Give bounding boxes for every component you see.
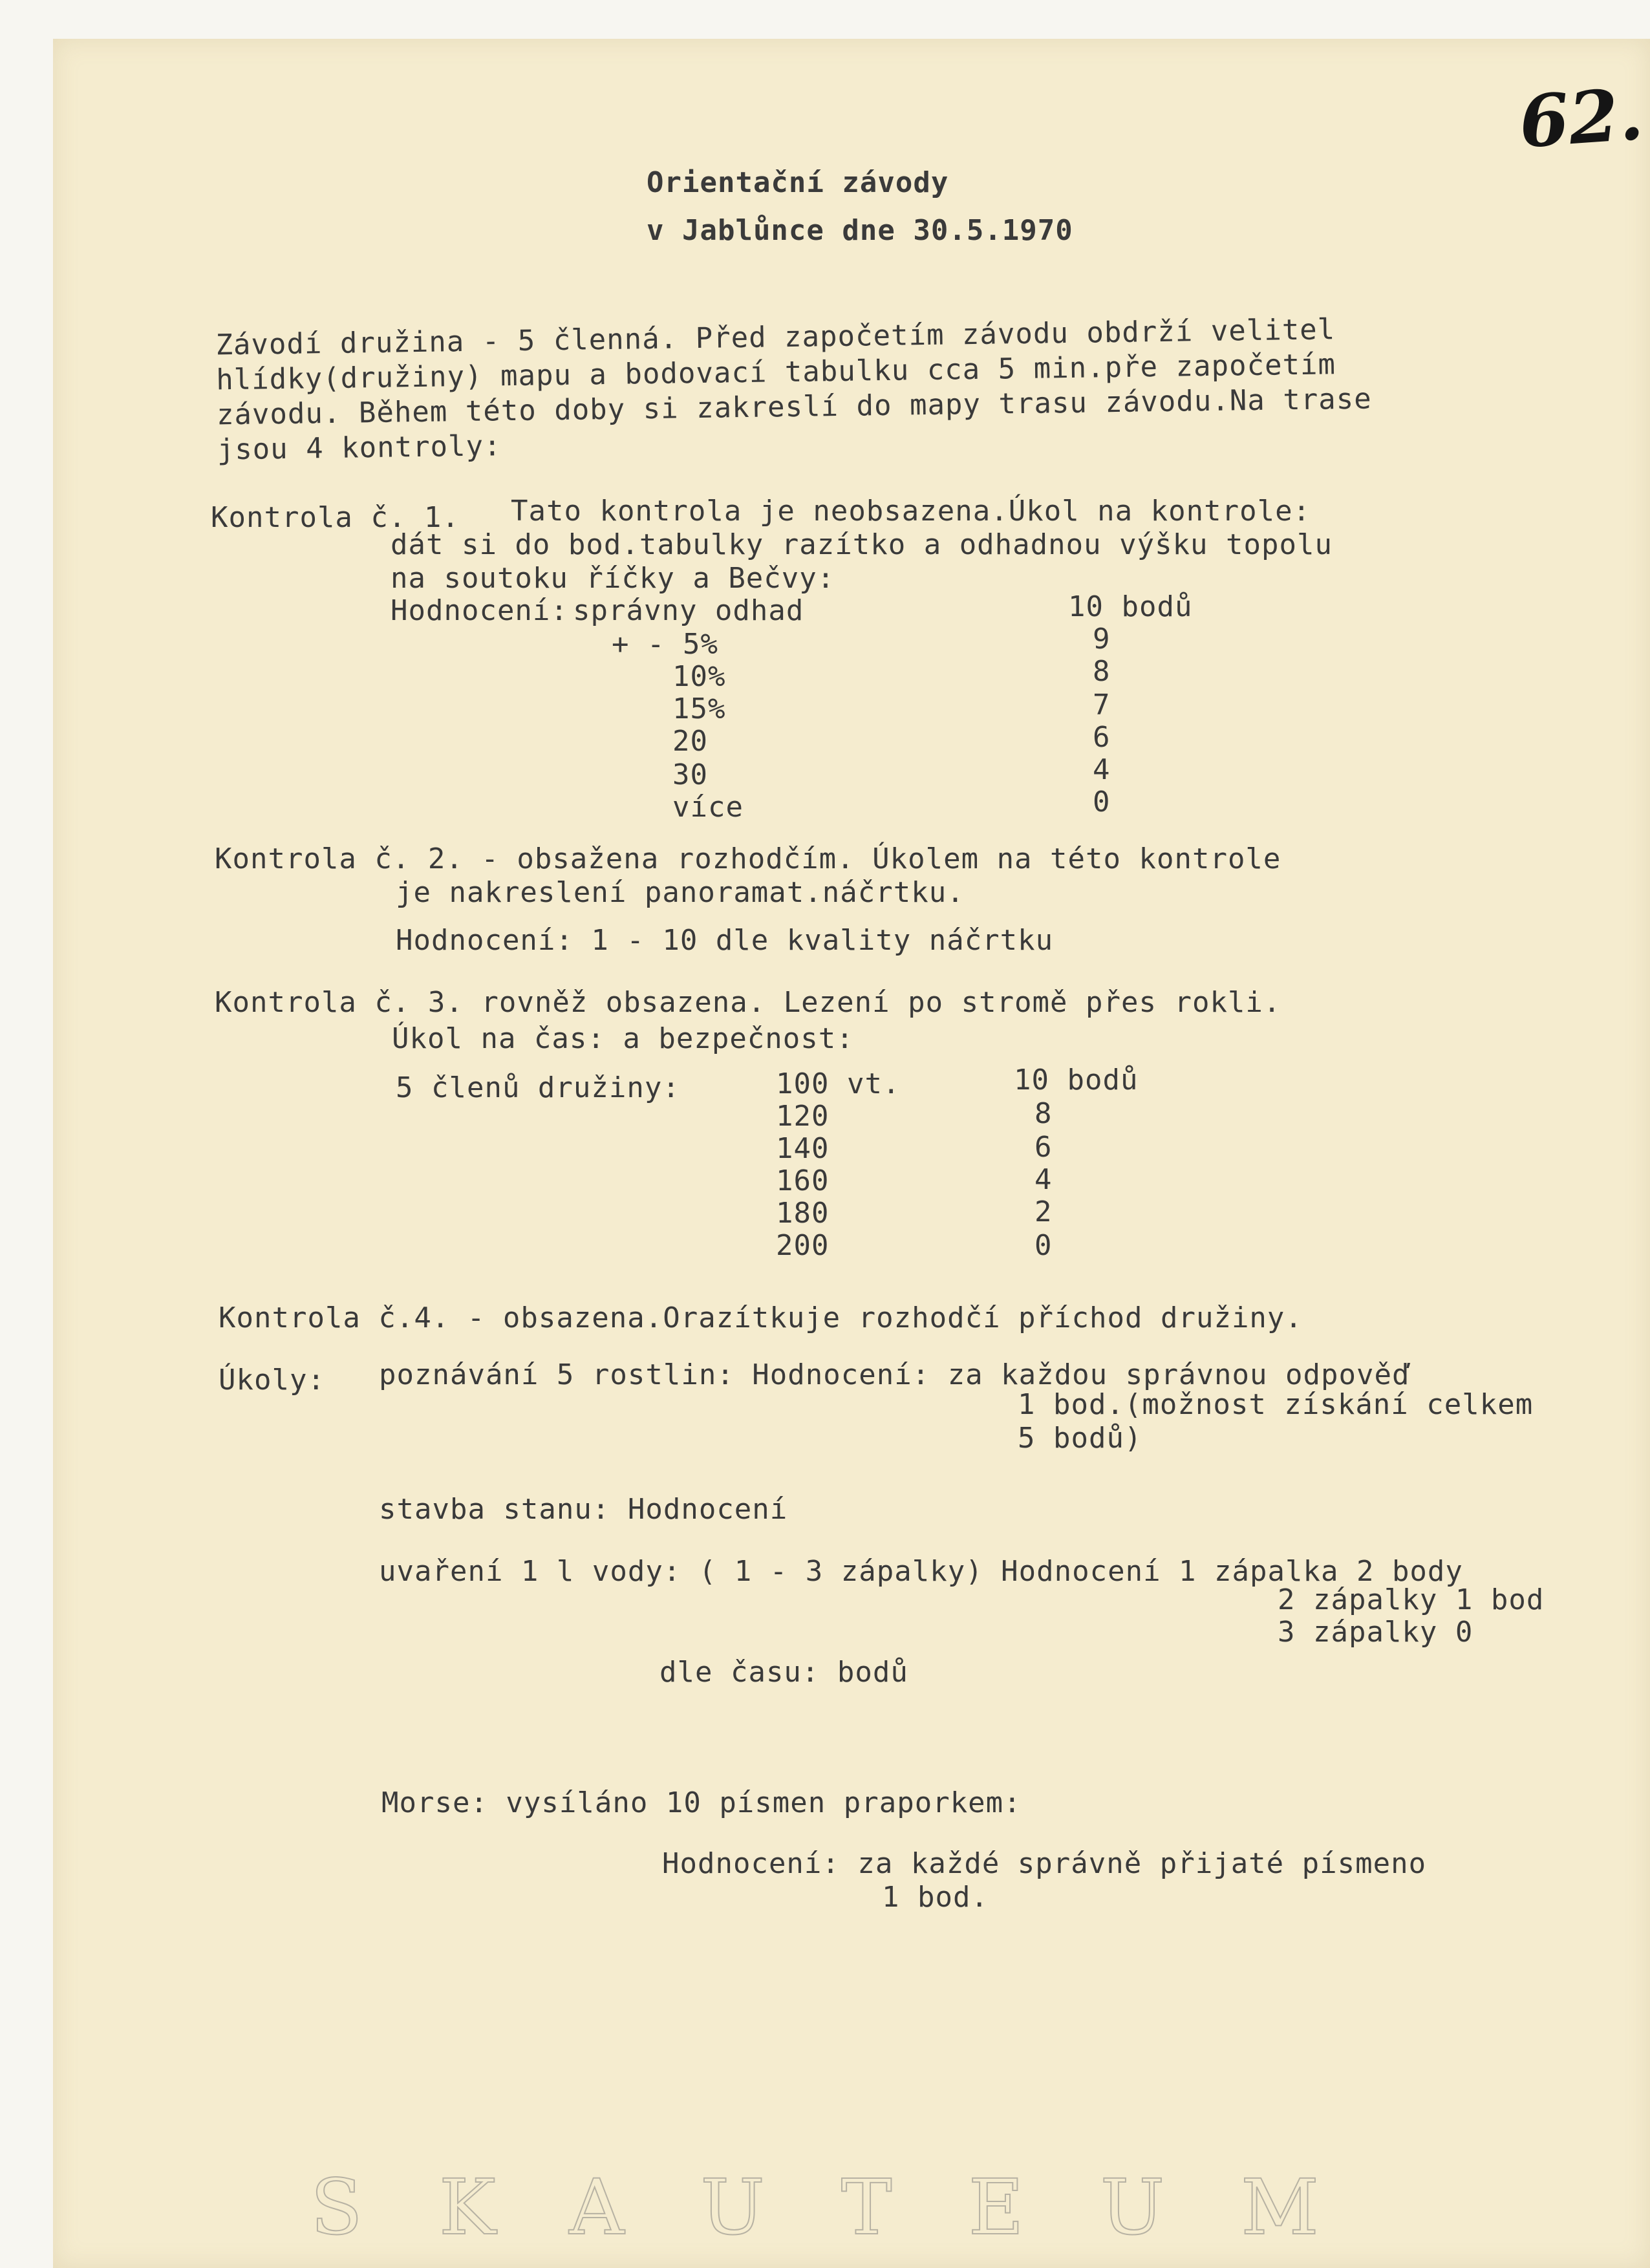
control-3-points: 8 — [1034, 1097, 1053, 1130]
control-3-time: 180 — [776, 1197, 830, 1230]
control-1-condition: + - 5% — [612, 628, 718, 661]
control-1-points: 0 — [1093, 786, 1111, 818]
control-3-points: 4 — [1034, 1163, 1053, 1196]
control-3-line: Kontrola č. 3. rovněž obsazena. Lezení po stromě přes rokli. — [215, 986, 1281, 1019]
control-1-points: 10 bodů — [1068, 590, 1193, 623]
intro-line: Závodí družina - 5 členná. Před započetím závodu obdrží velitel — [215, 313, 1336, 362]
control-3-time: 100 vt. — [776, 1067, 901, 1100]
control-1-scoring-label: Hodnocení: — [391, 594, 568, 627]
control-4-task: stavba stanu: Hodnocení — [379, 1493, 788, 1526]
control-2-scoring: Hodnocení: 1 - 10 dle kvality náčrtku — [396, 924, 1054, 957]
intro-line: hlídky(družiny) mapu a bodovací tabulku cca 5 min.pře započetím — [215, 348, 1336, 397]
control-3-time: 140 — [776, 1132, 830, 1165]
control-1-text: dát si do bod.tabulky razítko a odhadnou výšku topolu — [391, 528, 1333, 561]
control-4-tasks-label: Úkoly: — [219, 1364, 325, 1396]
control-4-task-cont: 2 zápalky 1 bod — [1278, 1583, 1545, 1616]
control-1-text: na soutoku říčky a Bečvy: — [391, 562, 835, 595]
control-1-condition: více — [672, 791, 744, 824]
control-2-line: je nakreslení panoramat.náčrtku. — [396, 876, 965, 909]
control-4-task-cont: 3 zápalky 0 — [1278, 1616, 1473, 1649]
control-1-points: 6 — [1093, 721, 1111, 754]
control-1-points: 4 — [1093, 753, 1111, 786]
title-line-2: v Jablůnce dne 30.5.1970 — [647, 214, 1073, 247]
control-1-condition: 20 — [672, 725, 708, 758]
control-1-points: 9 — [1093, 623, 1111, 656]
control-3-time: 160 — [776, 1164, 830, 1197]
control-3-points: 6 — [1034, 1131, 1053, 1164]
morse-line: Morse: vysíláno 10 písmen praporkem: — [381, 1786, 1022, 1819]
control-3-points: 10 bodů — [1014, 1064, 1139, 1097]
control-3-points: 2 — [1034, 1195, 1053, 1228]
control-1-condition: 30 — [672, 758, 708, 791]
intro-line: jsou 4 kontroly: — [217, 429, 502, 467]
control-4-task: poznávání 5 rostlin: Hodnocení: za každou správnou odpověď — [379, 1358, 1410, 1391]
control-2-line: Kontrola č. 2. - obsažena rozhodčím. Úkolem na této kontrole — [215, 842, 1281, 875]
control-3-line: Úkol na čas: a bezpečnost: — [392, 1022, 854, 1055]
control-1-label: Kontrola č. 1. — [211, 501, 460, 534]
control-4-task-cont: 5 bodů) — [1018, 1422, 1142, 1455]
control-3-time: 200 — [776, 1229, 830, 1262]
intro-line: závodu. Během této doby si zakreslí do mapy trasu závodu.Na trase — [216, 382, 1373, 432]
control-4-line: Kontrola č.4. - obsazena.Orazítkuje rozhodčí příchod družiny. — [219, 1301, 1303, 1334]
morse-scoring-points: 1 bod. — [882, 1881, 989, 1914]
control-4-task-time: dle času: bodů — [659, 1656, 908, 1689]
control-1-text: Tato kontrola je neobsazena.Úkol na kontrole: — [511, 495, 1311, 528]
control-3-points: 0 — [1034, 1229, 1053, 1262]
control-3-members-label: 5 členů družiny: — [396, 1071, 680, 1104]
title-line-1: Orientační závody — [647, 166, 949, 199]
control-1-points: 7 — [1093, 689, 1111, 722]
skauteum-watermark: SKAUTEUM — [310, 2163, 1395, 2252]
control-4-task: uvaření 1 l vody: ( 1 - 3 zápalky) Hodnocení 1 zápalka 2 body — [379, 1555, 1463, 1588]
control-1-condition: správny odhad — [573, 594, 804, 627]
control-1-condition: 10% — [672, 660, 726, 693]
control-3-time: 120 — [776, 1100, 830, 1133]
control-1-points: 8 — [1093, 655, 1111, 688]
control-1-condition: 15% — [672, 692, 726, 725]
morse-scoring: Hodnocení: za každé správně přijaté písmeno — [662, 1847, 1427, 1880]
control-4-task-cont: 1 bod.(možnost získání celkem — [1018, 1388, 1534, 1421]
page-number: 62. — [1516, 72, 1646, 164]
